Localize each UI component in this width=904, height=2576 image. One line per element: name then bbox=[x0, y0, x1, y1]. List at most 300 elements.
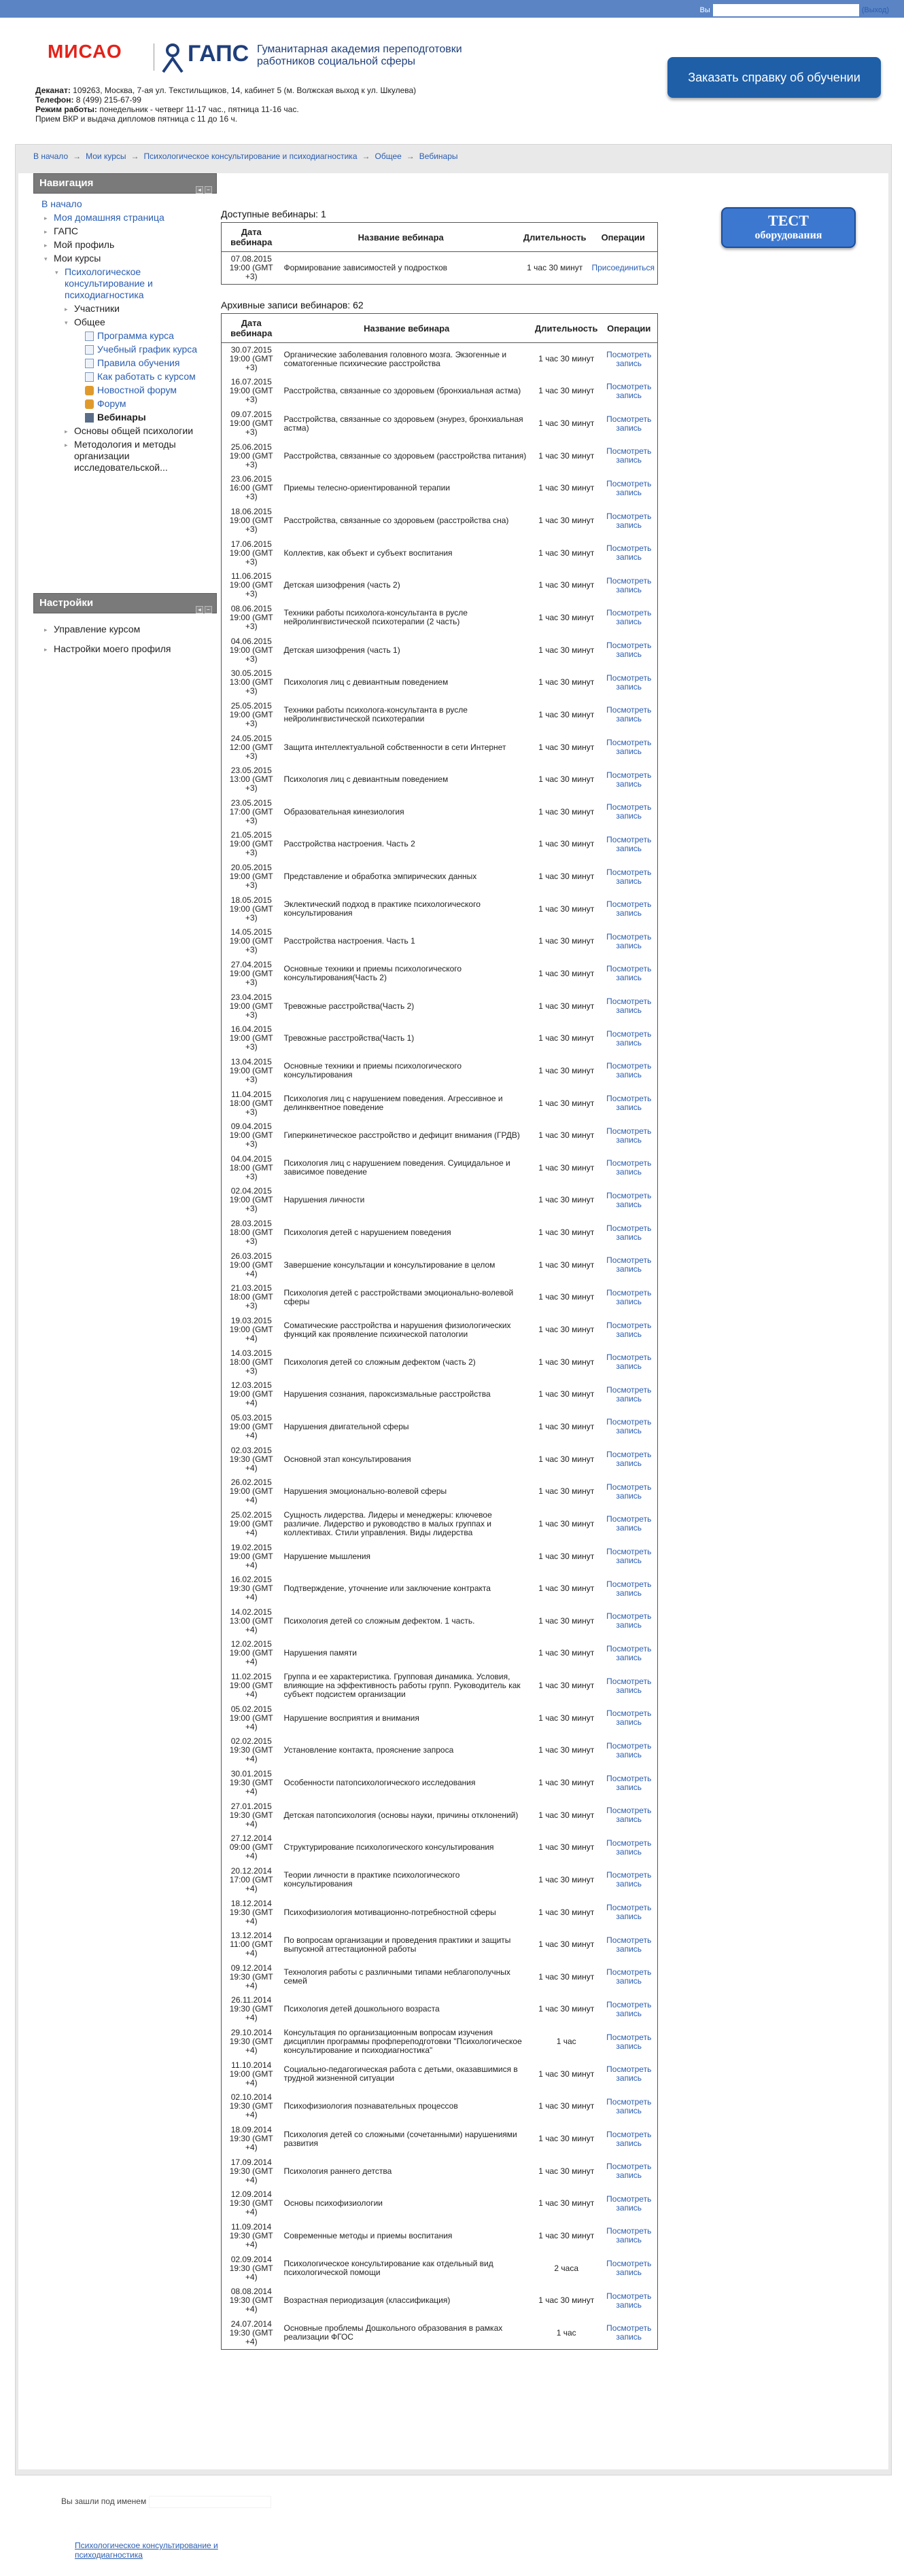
row-date: 16.07.2015 19:00 (GMT +3) bbox=[229, 377, 273, 405]
view-recording-link[interactable]: Посмотреть запись bbox=[606, 446, 652, 465]
row-date: 12.03.2015 19:00 (GMT +4) bbox=[229, 1380, 273, 1408]
row-duration: 1 час 30 минут bbox=[538, 1162, 595, 1173]
view-recording-link[interactable]: Посмотреть запись bbox=[606, 1806, 652, 1825]
page-container bbox=[15, 144, 892, 2475]
view-recording-link[interactable]: Посмотреть запись bbox=[606, 1740, 652, 1759]
nav-item-label: Форум bbox=[97, 398, 126, 409]
table-row bbox=[222, 537, 658, 569]
view-recording-link[interactable]: Посмотреть запись bbox=[606, 1547, 652, 1566]
nav-item[interactable] bbox=[33, 330, 217, 342]
row-date: 11.06.2015 19:00 (GMT +3) bbox=[229, 571, 273, 599]
row-duration: 1 час 30 минут bbox=[538, 580, 595, 590]
row-duration: 1 час 30 минут bbox=[538, 839, 595, 849]
dock-icon[interactable]: ◂ bbox=[196, 606, 203, 613]
nav-item[interactable] bbox=[33, 439, 217, 473]
row-date: 08.06.2015 19:00 (GMT +3) bbox=[229, 603, 273, 631]
row-title: Психология детей со сложным дефектом (часть 2) bbox=[283, 1357, 476, 1367]
breadcrumb-general[interactable]: Общее bbox=[375, 151, 402, 161]
row-title: Тревожные расстройства(Часть 1) bbox=[283, 1033, 415, 1043]
settings-tree bbox=[33, 613, 217, 660]
row-duration: 1 час 30 минут bbox=[538, 806, 595, 817]
navigation-header: Навигация ◂ – bbox=[33, 173, 217, 194]
nav-item[interactable] bbox=[33, 266, 217, 301]
join-link[interactable]: Присоединиться bbox=[591, 263, 655, 272]
row-duration: 1 час 30 минут bbox=[538, 1325, 595, 1335]
row-duration: 1 час 30 минут bbox=[538, 1486, 595, 1497]
view-recording-link[interactable]: Посмотреть запись bbox=[606, 2096, 652, 2115]
nav-item-label: Психологическое консультирование и психодиагностика bbox=[65, 266, 153, 300]
view-recording-link[interactable]: Посмотреть запись bbox=[606, 1514, 652, 1533]
row-date: 25.06.2015 19:00 (GMT +3) bbox=[229, 442, 273, 469]
view-recording-link[interactable]: Посмотреть запись bbox=[606, 349, 652, 368]
view-recording-link[interactable]: Посмотреть запись bbox=[606, 575, 652, 594]
page-icon bbox=[85, 372, 94, 382]
row-title: Подтверждение, уточнение или заключение контракта bbox=[283, 1584, 491, 1594]
table-row bbox=[222, 1508, 658, 1541]
table-row bbox=[222, 1346, 658, 1378]
view-recording-link[interactable]: Посмотреть запись bbox=[606, 1450, 652, 1469]
view-recording-link[interactable]: Посмотреть запись bbox=[606, 1028, 652, 1048]
row-title: Психология лиц с нарушением поведения. Суицидальное и зависимое поведение bbox=[283, 1158, 510, 1177]
table-row bbox=[222, 1799, 658, 1831]
row-duration: 1 час 30 минут bbox=[538, 612, 595, 622]
row-date: 30.07.2015 19:00 (GMT +3) bbox=[229, 345, 273, 373]
row-date: 14.03.2015 18:00 (GMT +3) bbox=[229, 1348, 273, 1376]
row-date: 23.04.2015 19:00 (GMT +3) bbox=[229, 992, 273, 1020]
row-title: Основной этап консультирования bbox=[283, 1454, 411, 1464]
view-recording-link[interactable]: Посмотреть запись bbox=[606, 1126, 652, 1145]
row-duration: 1 час 30 минут bbox=[538, 1421, 595, 1431]
row-date: 25.02.2015 19:00 (GMT +4) bbox=[229, 1509, 273, 1537]
nav-item[interactable] bbox=[33, 317, 217, 328]
view-recording-link[interactable]: Посмотреть запись bbox=[606, 2032, 652, 2051]
row-title: Коллектив, как объект и субъект воспитания bbox=[283, 548, 453, 558]
table-row bbox=[222, 1281, 658, 1314]
row-title: Психология детей со сложными (сочетанными) нарушениями развития bbox=[283, 2129, 517, 2148]
table-row bbox=[222, 1961, 658, 1994]
table-row bbox=[222, 1443, 658, 1475]
settings-item-course-admin[interactable]: ▸ Управление курсом bbox=[44, 624, 141, 634]
table-row bbox=[222, 1864, 658, 1897]
col-operations: Операции bbox=[589, 223, 657, 252]
row-date: 17.06.2015 19:00 (GMT +3) bbox=[229, 539, 273, 567]
row-duration: 1 час 30 минут bbox=[538, 386, 595, 396]
table-row bbox=[222, 1637, 658, 1670]
table-row bbox=[222, 1702, 658, 1734]
view-recording-link[interactable]: Посмотреть запись bbox=[606, 802, 652, 821]
row-date: 26.11.2014 19:30 (GMT +4) bbox=[229, 1995, 273, 2023]
row-duration: 1 час 30 минут bbox=[538, 1292, 595, 1302]
row-title: Группа и ее характеристика. Групповая динамика. Условия, влияющие на эффективность работы групп. Руководитель как субъект подсистем организации bbox=[283, 1672, 521, 1700]
view-recording-link[interactable]: Посмотреть запись bbox=[606, 1643, 652, 1662]
row-date: 24.07.2014 19:30 (GMT +4) bbox=[229, 2319, 273, 2346]
nav-item[interactable] bbox=[33, 239, 217, 251]
view-recording-link[interactable]: Посмотреть запись bbox=[606, 1611, 652, 1630]
row-date: 18.05.2015 19:00 (GMT +3) bbox=[229, 895, 273, 923]
table-row bbox=[222, 699, 658, 732]
view-recording-link[interactable]: Посмотреть запись bbox=[606, 414, 652, 433]
view-recording-link[interactable]: Посмотреть запись bbox=[606, 478, 652, 497]
page-icon bbox=[85, 345, 94, 355]
forum-icon bbox=[85, 399, 94, 409]
table-row bbox=[222, 602, 658, 634]
view-recording-link[interactable]: Посмотреть запись bbox=[606, 1870, 652, 1889]
table-row bbox=[222, 1929, 658, 1961]
nav-item[interactable] bbox=[33, 398, 217, 410]
row-date: 13.12.2014 11:00 (GMT +4) bbox=[230, 1931, 273, 1958]
row-duration: 1 час 30 минут bbox=[538, 1518, 595, 1528]
table-row bbox=[222, 795, 658, 828]
row-title: Психология детей со сложным дефектом. 1 часть. bbox=[283, 1615, 475, 1626]
footer-login-info: Вы зашли под именем bbox=[61, 2496, 271, 2508]
row-title: Органические заболевания головного мозга. Экзогенные и соматогенные психические расстройства bbox=[283, 349, 507, 368]
row-date: 16.04.2015 19:00 (GMT +3) bbox=[229, 1024, 273, 1052]
row-date: 08.08.2014 19:30 (GMT +4) bbox=[229, 2287, 273, 2314]
row-title: Нарушения сознания, пароксизмальные расстройства bbox=[283, 1389, 491, 1399]
view-recording-link[interactable]: Посмотреть запись bbox=[606, 867, 652, 886]
row-title: Завершение консультации и консультирование в целом bbox=[283, 1259, 496, 1270]
row-duration: 1 час 30 минут bbox=[538, 2101, 595, 2111]
view-recording-link[interactable]: Посмотреть запись bbox=[606, 543, 652, 562]
row-title: Техники работы психолога-консультанта в русле нейролингвистической психотерапии bbox=[283, 705, 468, 724]
nav-item-label: Моя домашняя страница bbox=[54, 212, 164, 223]
expand-arrow-icon[interactable]: ▸ bbox=[65, 442, 68, 448]
row-date: 11.10.2014 19:00 (GMT +4) bbox=[229, 2060, 273, 2088]
order-certificate-button[interactable]: Заказать справку об обучении bbox=[667, 57, 881, 98]
nav-item-label: В начало bbox=[41, 198, 82, 209]
username-masked bbox=[149, 2496, 271, 2508]
settings-header: Настройки ◂ – bbox=[33, 593, 217, 613]
collapse-icon[interactable]: – bbox=[205, 186, 212, 194]
row-date: 12.02.2015 19:00 (GMT +4) bbox=[229, 1639, 273, 1667]
view-recording-link[interactable]: Посмотреть запись bbox=[606, 1838, 652, 1857]
nav-item[interactable] bbox=[33, 357, 217, 369]
nav-item-label: Общее bbox=[74, 317, 105, 327]
row-duration: 1 час 30 минут bbox=[538, 645, 595, 655]
row-date: 09.07.2015 19:00 (GMT +3) bbox=[229, 410, 273, 437]
row-date: 02.09.2014 19:30 (GMT +4) bbox=[229, 2254, 273, 2282]
nav-item[interactable] bbox=[33, 198, 217, 210]
view-recording-link[interactable]: Посмотреть запись bbox=[606, 1094, 652, 1113]
row-duration: 1 час 30 минут bbox=[538, 1874, 595, 1884]
col-duration: Длительность bbox=[532, 314, 601, 343]
row-duration: 1 час 30 минут bbox=[538, 1907, 595, 1917]
view-recording-link[interactable]: Посмотреть запись bbox=[606, 1999, 652, 2018]
view-recording-link[interactable]: Посмотреть запись bbox=[606, 1061, 652, 1080]
view-recording-link[interactable]: Посмотреть запись bbox=[606, 1353, 652, 1372]
table-row bbox=[222, 1734, 658, 1767]
view-recording-link[interactable]: Посмотреть запись bbox=[606, 2064, 652, 2083]
view-recording-link[interactable]: Посмотреть запись bbox=[606, 1384, 652, 1403]
table-row bbox=[222, 1378, 658, 1411]
row-date: 19.03.2015 19:00 (GMT +4) bbox=[229, 1316, 273, 1344]
view-recording-link[interactable]: Посмотреть запись bbox=[606, 1903, 652, 1922]
row-duration: 1 час 30 минут bbox=[538, 1971, 595, 1982]
view-recording-link[interactable]: Посмотреть запись bbox=[606, 641, 652, 660]
row-duration: 1 час 30 минут bbox=[538, 1228, 595, 1238]
expand-arrow-icon[interactable]: ▸ bbox=[65, 306, 68, 312]
table-row bbox=[222, 1896, 658, 1929]
nav-item-label: Как работать с курсом bbox=[97, 371, 196, 382]
row-duration: 1 час 30 минут bbox=[538, 483, 595, 493]
row-duration: 1 час 30 минут bbox=[538, 904, 595, 914]
nav-item[interactable] bbox=[33, 371, 217, 382]
nav-item[interactable] bbox=[33, 253, 217, 264]
view-recording-link[interactable]: Посмотреть запись bbox=[606, 2259, 652, 2278]
view-recording-link[interactable]: Посмотреть запись bbox=[606, 511, 652, 530]
table-row bbox=[222, 764, 658, 796]
row-date: 09.12.2014 19:30 (GMT +4) bbox=[229, 1963, 273, 1990]
row-title: Расстройства, связанные со здоровьем (бронхиальная астма) bbox=[283, 386, 521, 396]
expand-arrow-icon[interactable]: ▾ bbox=[44, 255, 48, 262]
col-duration: Длительность bbox=[521, 223, 589, 252]
row-title: Расстройства, связанные со здоровьем (расстройства питания) bbox=[283, 450, 527, 461]
view-recording-link[interactable]: Посмотреть запись bbox=[606, 2194, 652, 2213]
table-row bbox=[222, 2317, 658, 2350]
row-title: Психология лиц с девиантным поведением bbox=[283, 677, 449, 687]
breadcrumb-course[interactable]: Психологическое консультирование и психодиагностика bbox=[143, 151, 358, 161]
nav-item[interactable] bbox=[33, 212, 217, 223]
row-date: 05.03.2015 19:00 (GMT +4) bbox=[229, 1412, 273, 1440]
row-duration: 1 час 30 минут bbox=[538, 1195, 595, 1205]
row-title: Гиперкинетическое расстройство и дефицит внимания (ГРДВ) bbox=[283, 1130, 520, 1141]
table-row bbox=[222, 1411, 658, 1444]
settings-item-profile[interactable]: ▸ Настройки моего профиля bbox=[44, 643, 171, 654]
row-date: 02.02.2015 19:30 (GMT +4) bbox=[229, 1736, 273, 1764]
row-title: Возрастная периодизация (классификация) bbox=[283, 2295, 451, 2306]
row-title: Основные техники и приемы психологического консультирования(Часть 2) bbox=[283, 964, 462, 983]
expand-arrow-icon[interactable]: ▾ bbox=[65, 319, 68, 326]
view-recording-link[interactable]: Посмотреть запись bbox=[606, 770, 652, 789]
row-date: 29.10.2014 19:30 (GMT +4) bbox=[229, 2028, 273, 2056]
navigation-block bbox=[33, 173, 217, 581]
phone-line: Телефон: 8 (499) 215-67-99 bbox=[35, 95, 141, 105]
row-duration: 1 час 30 минут bbox=[538, 516, 595, 526]
row-title: Основные проблемы Дошкольного образования в рамках реализации ФГОС bbox=[283, 2323, 503, 2342]
row-date: 18.12.2014 19:30 (GMT +4) bbox=[229, 1898, 273, 1926]
table-row bbox=[222, 2058, 658, 2090]
row-duration: 1 час 30 минут bbox=[538, 1130, 595, 1141]
vkr-line: Прием ВКР и выдача дипломов пятница с 11 до 16 ч. bbox=[35, 114, 238, 124]
table-row bbox=[222, 569, 658, 602]
breadcrumb-my-courses[interactable]: Мои курсы bbox=[86, 151, 126, 161]
row-duration: 1 час 30 минут bbox=[538, 1713, 595, 1723]
view-recording-link[interactable]: Посмотреть запись bbox=[606, 1190, 652, 1209]
row-duration: 1 час bbox=[556, 2037, 576, 2047]
view-recording-link[interactable]: Посмотреть запись bbox=[606, 1417, 652, 1436]
row-duration: 1 час 30 минут bbox=[538, 2198, 595, 2208]
view-recording-link[interactable]: Посмотреть запись bbox=[606, 381, 652, 400]
view-recording-link[interactable]: Посмотреть запись bbox=[606, 2323, 652, 2342]
nav-item-label: Правила обучения bbox=[97, 357, 180, 368]
breadcrumb-webinars[interactable]: Вебинары bbox=[419, 151, 458, 161]
main-content bbox=[221, 209, 661, 2350]
row-title: Нарушение восприятия и внимания bbox=[283, 1713, 419, 1723]
row-duration: 1 час 30 минут bbox=[538, 936, 595, 946]
nav-item[interactable] bbox=[33, 425, 217, 437]
row-duration: 1 час 30 минут bbox=[538, 1098, 595, 1108]
row-title: Детская шизофрения (часть 1) bbox=[283, 645, 400, 655]
view-recording-link[interactable]: Посмотреть запись bbox=[606, 1255, 652, 1274]
view-recording-link[interactable]: Посмотреть запись bbox=[606, 1935, 652, 1954]
expand-arrow-icon[interactable]: ▸ bbox=[44, 228, 48, 235]
row-date: 16.02.2015 19:30 (GMT +4) bbox=[229, 1575, 273, 1603]
view-recording-link[interactable]: Посмотреть запись bbox=[606, 2162, 652, 2181]
view-recording-link[interactable]: Посмотреть запись bbox=[606, 964, 652, 983]
table-row bbox=[222, 925, 658, 958]
row-duration: 1 час 30 минут bbox=[538, 1389, 595, 1399]
row-duration: 1 час 30 минут bbox=[538, 1778, 595, 1787]
site-logo[interactable] bbox=[33, 39, 468, 80]
table-row bbox=[222, 1475, 658, 1508]
nav-item-label: Вебинары bbox=[97, 412, 146, 423]
row-title: Нарушения личности bbox=[283, 1195, 365, 1205]
view-recording-link[interactable]: Посмотреть запись bbox=[606, 1967, 652, 1986]
row-title: Психологическое консультирование как отдельный вид психологической помощи bbox=[283, 2259, 493, 2278]
row-title: Нарушения памяти bbox=[283, 1648, 357, 1658]
row-duration: 1 час 30 минут bbox=[538, 1065, 595, 1075]
view-recording-link[interactable]: Посмотреть запись bbox=[606, 2291, 652, 2310]
view-recording-link[interactable]: Посмотреть запись bbox=[606, 673, 652, 692]
row-duration: 2 часа bbox=[554, 2263, 579, 2273]
table-row bbox=[222, 343, 658, 376]
view-recording-link[interactable]: Посмотреть запись bbox=[606, 1287, 652, 1306]
view-recording-link[interactable]: Посмотреть запись bbox=[606, 608, 652, 627]
table-row bbox=[222, 408, 658, 440]
row-date: 27.12.2014 09:00 (GMT +4) bbox=[229, 1833, 273, 1861]
table-row bbox=[222, 1605, 658, 1637]
row-date: 26.02.2015 19:00 (GMT +4) bbox=[229, 1478, 273, 1505]
nav-item[interactable] bbox=[33, 384, 217, 396]
row-title: Расстройства настроения. Часть 2 bbox=[283, 839, 415, 849]
row-title: Нарушение мышления bbox=[283, 1551, 371, 1561]
row-duration: 1 час 30 минут bbox=[538, 1454, 595, 1464]
row-duration: 1 час 30 минут bbox=[538, 774, 595, 785]
row-date: 17.09.2014 19:30 (GMT +4) bbox=[229, 2157, 273, 2185]
expand-arrow-icon[interactable]: ▾ bbox=[55, 269, 58, 276]
row-title: Установление контакта, прояснение запроса bbox=[283, 1745, 454, 1755]
collapse-icon[interactable]: – bbox=[205, 606, 212, 613]
nav-item[interactable] bbox=[33, 344, 217, 355]
row-duration: 1 час 30 минут bbox=[538, 2230, 595, 2240]
row-title: Социально-педагогическая работа с детьми, оказавшимися в трудной жизненной ситуации bbox=[283, 2064, 518, 2083]
table-row bbox=[222, 1831, 658, 1864]
nav-item-label: Участники bbox=[74, 303, 120, 314]
table-row bbox=[222, 1767, 658, 1800]
row-date: 23.06.2015 16:00 (GMT +3) bbox=[229, 474, 273, 502]
row-duration: 1 час 30 минут bbox=[538, 968, 595, 978]
view-recording-link[interactable]: Посмотреть запись bbox=[606, 899, 652, 918]
view-recording-link[interactable]: Посмотреть запись bbox=[606, 1709, 652, 1728]
footer-course-link[interactable]: Психологическое консультирование и психодиагностика bbox=[75, 2541, 218, 2560]
row-date: 02.10.2014 19:30 (GMT +4) bbox=[229, 2092, 273, 2120]
view-recording-link[interactable]: Посмотреть запись bbox=[606, 1223, 652, 1242]
logo-subtitle: Гуманитарная академия переподготовки работников социальной сферы bbox=[257, 43, 462, 67]
available-webinars-table bbox=[221, 222, 658, 285]
table-row bbox=[222, 2090, 658, 2123]
row-title: Эклектический подход в практике психологического консультирования bbox=[283, 899, 481, 918]
row-date: 09.04.2015 19:00 (GMT +3) bbox=[229, 1122, 273, 1149]
view-recording-link[interactable]: Посмотреть запись bbox=[606, 1320, 652, 1339]
hours-line: Режим работы: понедельник - четверг 11-17 час., пятница 11-16 час. bbox=[35, 105, 299, 114]
row-date: 12.09.2014 19:30 (GMT +4) bbox=[229, 2189, 273, 2217]
table-row bbox=[222, 1540, 658, 1573]
view-recording-link[interactable]: Посмотреть запись bbox=[606, 834, 652, 853]
expand-arrow-icon[interactable]: ▸ bbox=[65, 428, 68, 435]
row-title: По вопросам организации и проведения практики и защиты выпускной аттестационной работы bbox=[283, 1935, 511, 1954]
equipment-test-button[interactable]: ТЕСТ оборудования bbox=[721, 207, 856, 248]
row-title: Детская патопсихология (основы науки, причины отклонений) bbox=[283, 1810, 519, 1820]
col-operations: Операции bbox=[601, 314, 658, 343]
row-title: Психофизиология познавательных процессов bbox=[283, 2101, 458, 2111]
row-duration: 1 час 30 минут bbox=[538, 1551, 595, 1561]
row-date: 21.05.2015 19:00 (GMT +3) bbox=[229, 830, 273, 858]
row-date: 02.03.2015 19:30 (GMT +4) bbox=[229, 1445, 273, 1473]
view-recording-link[interactable]: Посмотреть запись bbox=[606, 2129, 652, 2148]
nav-item-label: Учебный график курса bbox=[97, 344, 198, 355]
table-row bbox=[222, 1993, 658, 2026]
row-date: 30.05.2015 13:00 (GMT +3) bbox=[229, 668, 273, 696]
nav-item-label: Программа курса bbox=[97, 330, 174, 341]
expand-arrow-icon[interactable]: ▸ bbox=[44, 242, 48, 249]
row-title: Тревожные расстройства(Часть 2) bbox=[283, 1001, 415, 1011]
row-date: 25.05.2015 19:00 (GMT +3) bbox=[229, 700, 273, 728]
row-title: Нарушения двигательной сферы bbox=[283, 1421, 409, 1431]
view-recording-link[interactable]: Посмотреть запись bbox=[606, 997, 652, 1016]
table-row bbox=[222, 731, 658, 764]
row-duration: 1 час 30 минут bbox=[538, 1681, 595, 1691]
view-recording-link[interactable]: Посмотреть запись bbox=[606, 931, 652, 950]
row-date: 05.02.2015 19:00 (GMT +4) bbox=[229, 1704, 273, 1732]
view-recording-link[interactable]: Посмотреть запись bbox=[606, 1676, 652, 1695]
logo-misao: МИСАО bbox=[48, 41, 122, 62]
row-duration: 1 час 30 минут bbox=[538, 677, 595, 687]
contacts bbox=[35, 86, 566, 124]
view-recording-link[interactable]: Посмотреть запись bbox=[606, 1579, 652, 1598]
row-duration: 1 час 30 минут bbox=[538, 1259, 595, 1270]
row-title: Техники работы психолога-консультанта в русле нейролингвистической психотерапии (2 часть) bbox=[283, 608, 468, 627]
row-title: Основные техники и приемы психологического консультирования bbox=[283, 1061, 462, 1080]
table-row bbox=[222, 2155, 658, 2187]
view-recording-link[interactable]: Посмотреть запись bbox=[606, 1773, 652, 1792]
logout-link[interactable]: (Выход) bbox=[861, 5, 889, 14]
table-row bbox=[222, 634, 658, 666]
nav-item[interactable] bbox=[33, 303, 217, 315]
row-date: 26.03.2015 19:00 (GMT +4) bbox=[229, 1251, 273, 1278]
row-title: Расстройства, связанные со здоровьем (расстройства сна) bbox=[283, 516, 509, 526]
view-recording-link[interactable]: Посмотреть запись bbox=[606, 1482, 652, 1501]
content-area bbox=[18, 173, 888, 2469]
username-masked bbox=[713, 4, 859, 16]
nav-item-label: Методология и методы организации исследовательской... bbox=[74, 439, 176, 473]
row-date: 11.04.2015 18:00 (GMT +3) bbox=[229, 1089, 273, 1117]
table-row bbox=[222, 1120, 658, 1152]
expand-arrow-icon[interactable]: ▸ bbox=[44, 215, 48, 221]
breadcrumb-home[interactable]: В начало bbox=[33, 151, 69, 161]
view-recording-link[interactable]: Посмотреть запись bbox=[606, 1158, 652, 1177]
nav-item[interactable] bbox=[33, 226, 217, 237]
dock-icon[interactable]: ◂ bbox=[196, 186, 203, 194]
table-row bbox=[222, 1670, 658, 1702]
nav-item[interactable] bbox=[33, 412, 217, 423]
nav-item-label: Новостной форум bbox=[97, 384, 177, 395]
view-recording-link[interactable]: Посмотреть запись bbox=[606, 738, 652, 756]
row-date: 11.02.2015 19:00 (GMT +4) bbox=[229, 1672, 273, 1700]
row-date: 18.09.2014 19:30 (GMT +4) bbox=[229, 2125, 273, 2153]
view-recording-link[interactable]: Посмотреть запись bbox=[606, 705, 652, 724]
view-recording-link[interactable]: Посмотреть запись bbox=[606, 2226, 652, 2245]
row-duration: 1 час 30 минут bbox=[538, 354, 595, 364]
